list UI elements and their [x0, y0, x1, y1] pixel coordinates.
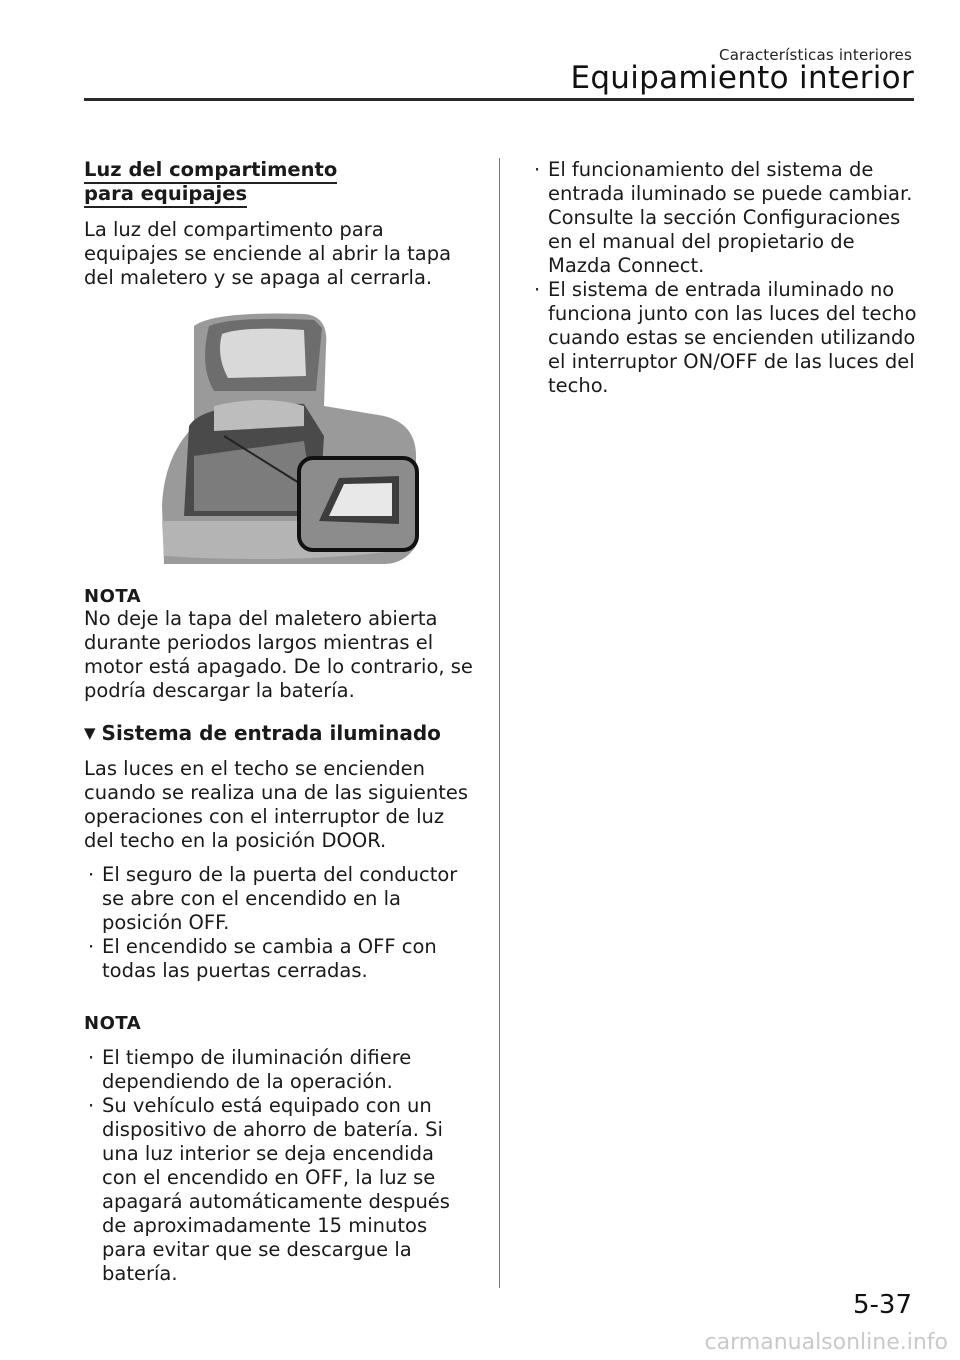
nota-1-text: No deje la tapa del maletero abierta durante periodos largos mientras el motor está apagado. De lo contrario, se podría descargar la batería. — [84, 607, 473, 702]
list-item: · El encendido se cambia a OFF con todas las puertas cerradas. — [84, 935, 474, 983]
page-number: 5-37 — [852, 1290, 912, 1320]
trunk-light-illustration — [154, 306, 424, 566]
list-item: · El sistema de entrada iluminado no funciona junto con las luces del techo cuando estas se encienden utilizando el interruptor ON/OFF de las luces del techo. — [530, 278, 920, 398]
watermark: carmanualsonline.info — [704, 1330, 948, 1355]
right-column — [530, 158, 920, 398]
list-item: · Su vehículo está equipado con un dispositivo de ahorro de batería. Si una luz interior se deja encendida con el encendido en OFF, la luz se apagará automáticamente después de aproximadamente 15 minutos para evitar que se descargue la batería. — [84, 1094, 474, 1286]
nota-2-label: NOTA — [84, 1013, 142, 1034]
section-title: Sistema de entrada iluminado — [101, 721, 441, 745]
luggage-light-intro: La luz del compartimento para equipajes se enciende al abrir la tapa del maletero y se apaga al cerrarla. — [84, 218, 452, 289]
column-divider — [499, 158, 500, 1288]
right-notes-list — [530, 158, 920, 398]
conditions-list — [84, 863, 474, 983]
list-item: · El seguro de la puerta del conductor se abre con el encendido en la posición OFF. — [84, 863, 474, 935]
illuminated-entry-heading — [84, 721, 474, 745]
header-rule — [84, 98, 914, 101]
luggage-light-heading: Luz del compartimento para equipajes — [84, 158, 384, 206]
header-subtitle: Características interiores — [719, 46, 912, 64]
nota-2-list — [84, 1046, 474, 1286]
left-column — [84, 158, 474, 1286]
triangle-down-icon: ▼ — [84, 724, 96, 742]
nota-1-label: NOTA — [84, 586, 142, 607]
list-item: · El tiempo de iluminación difiere dependiendo de la operación. — [84, 1046, 474, 1094]
list-item: · El funcionamiento del sistema de entrada iluminado se puede cambiar. Consulte la sección Configuraciones en el manual del propietario de Mazda Connect. — [530, 158, 920, 278]
illuminated-entry-text: Las luces en el techo se encienden cuando se realiza una de las siguientes operaciones con el interruptor de luz del techo en la posición DOOR. — [84, 757, 469, 852]
header-title: Equipamiento interior — [570, 60, 914, 96]
